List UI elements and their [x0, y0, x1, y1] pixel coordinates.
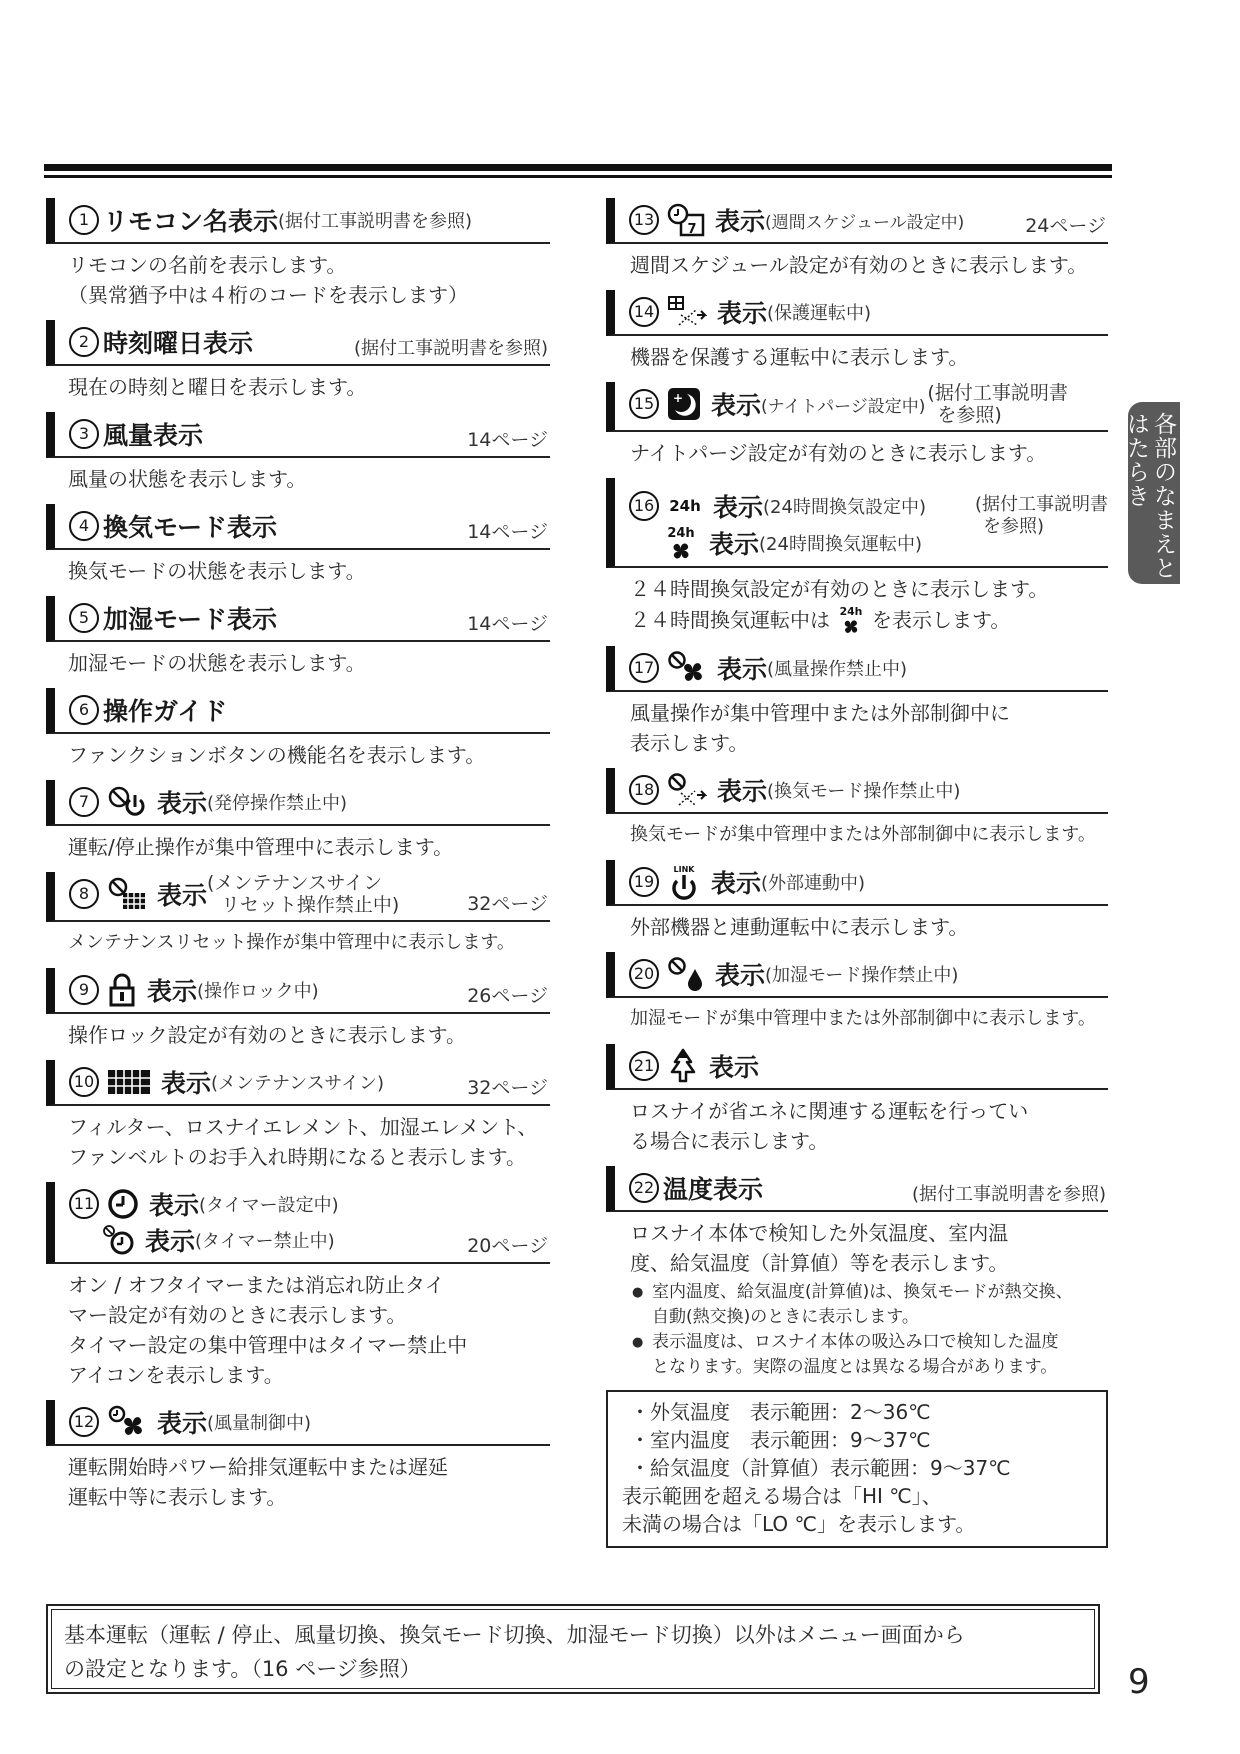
- section-note: (24時間換気設定中): [763, 497, 926, 518]
- body-line: 現在の時刻と曜日を表示します。: [68, 375, 367, 399]
- section-side-tab: [1123, 402, 1180, 584]
- page-reference: 14ページ: [467, 429, 548, 451]
- section-note: (据付工事説明書を参照): [353, 338, 548, 359]
- body-line: ファンクションボタンの機能名を表示します。: [68, 743, 486, 767]
- section-note: (週間スケジュール設定中): [765, 212, 965, 233]
- circled-number: 15: [629, 389, 659, 419]
- section-title: 表示: [711, 869, 762, 898]
- footer-line: 基本運転（運転 / 停止、風量切換、換気モード切換、加湿モード切換）以外はメニュー画面から: [64, 1623, 965, 1647]
- svg-text:+: +: [672, 391, 684, 405]
- body-line: 機器を保護する運転中に表示します。: [630, 345, 969, 369]
- body-line: ２４時間換気運転中は 24h を表示します。: [630, 604, 1108, 636]
- section-1: [46, 198, 550, 320]
- section-title: 風量表示: [103, 421, 204, 450]
- circled-number: 7: [69, 787, 99, 817]
- section-note: (24時間換気運転中): [759, 534, 922, 555]
- top-rule: [44, 164, 1112, 178]
- section-title: 表示: [715, 207, 766, 236]
- svg-text:7: 7: [687, 222, 697, 237]
- body-line: 運転開始時パワー給排気運転中または遅延: [68, 1455, 448, 1479]
- reference-note: (据付工事説明書 を参照): [974, 494, 1108, 537]
- protection-icon: [667, 295, 707, 329]
- 24h-fan-icon: [663, 524, 699, 562]
- section-15: [606, 382, 1108, 478]
- circled-number: 20: [629, 959, 659, 989]
- body-line: リモコンの名前を表示します。: [68, 253, 347, 277]
- circled-number: 22: [629, 1173, 659, 1203]
- section-title: 換気モード表示: [103, 513, 278, 542]
- page-reference: 14ページ: [467, 613, 548, 635]
- body-line: ロスナイ本体で検知した外気温度、室内温: [630, 1221, 1009, 1245]
- circled-number: 17: [629, 653, 659, 683]
- section-18: [606, 768, 1108, 860]
- section-note: (換気モード操作禁止中): [767, 781, 961, 802]
- circled-number: 13: [629, 205, 659, 235]
- section-3: [46, 412, 550, 504]
- range-line: ・室内温度 表示範囲：9～37℃: [630, 1428, 931, 1452]
- section-14: [606, 290, 1108, 382]
- section-note: (加湿モード操作禁止中): [765, 965, 959, 986]
- section-note: (風量制御中): [207, 1413, 312, 1434]
- section-17: [606, 646, 1108, 768]
- body-line: ナイトパージ設定が有効のときに表示します。: [630, 441, 1047, 465]
- body-line: る場合に表示します。: [630, 1129, 829, 1153]
- section-title: 表示: [711, 391, 762, 420]
- list-item: ● 表示温度は、ロスナイ本体の吸込み口で検知した温度 となります。実際の温度とは異なる場合があります。: [630, 1330, 1108, 1380]
- 24h-fan-icon: [836, 604, 866, 636]
- body-line: 外部機器と連動運転中に表示します。: [630, 915, 969, 939]
- body-line: フィルター、ロスナイエレメント、加湿エレメント、: [68, 1115, 538, 1139]
- section-7: [46, 780, 550, 872]
- circled-number: 1: [69, 205, 99, 235]
- prohibited-power-icon: [107, 785, 147, 819]
- page-number: 9: [1128, 1662, 1150, 1702]
- night-purge-icon: [667, 387, 701, 421]
- section-title: 表示: [717, 299, 768, 328]
- svg-text:24h: 24h: [669, 497, 701, 515]
- section-9: [46, 968, 550, 1060]
- section-note: (外部連動中): [761, 873, 866, 894]
- body-line: 加湿モードが集中管理中または外部制御中に表示します。: [630, 1008, 1096, 1029]
- section-13: [606, 198, 1108, 290]
- timer-icon: [107, 1188, 139, 1220]
- svg-text:24h: 24h: [667, 526, 695, 541]
- humidify-prohibited-icon: [667, 957, 705, 991]
- section-title: 時刻曜日表示: [103, 329, 254, 358]
- svg-text:LINK: LINK: [673, 865, 695, 874]
- section-2: [46, 320, 550, 412]
- circled-number: 11: [69, 1189, 99, 1219]
- section-title: リモコン名表示: [103, 207, 279, 236]
- page-reference: 32ページ: [467, 893, 548, 915]
- list-item: ● 室内温度、給気温度(計算値)は、換気モードが熱交換、 自動(熱交換)のときに表示します。: [630, 1280, 1108, 1330]
- footer-note-box: [46, 1604, 1100, 1694]
- section-title: 加湿モード表示: [103, 605, 278, 634]
- section-title: 表示: [717, 655, 768, 684]
- eco-tree-icon: [667, 1048, 699, 1084]
- circled-number: 2: [69, 327, 99, 357]
- body-line: タイマー設定の集中管理中はタイマー禁止中: [68, 1333, 468, 1357]
- section-21: [606, 1044, 1108, 1166]
- circled-number: 4: [69, 511, 99, 541]
- body-line: マー設定が有効のときに表示します。: [68, 1303, 407, 1327]
- section-6: [46, 688, 550, 780]
- section-note: (据付工事説明書を参照): [278, 211, 473, 232]
- fan-prohibited-icon: [667, 651, 707, 685]
- body-line: ファンベルトのお手入れ時期になると表示します。: [68, 1145, 526, 1169]
- section-20: [606, 952, 1108, 1044]
- section-8: [46, 872, 550, 968]
- section-title: 温度表示: [663, 1175, 764, 1204]
- section-title: 表示: [709, 530, 760, 559]
- section-11: [46, 1182, 550, 1400]
- circled-number: 9: [69, 975, 99, 1005]
- page-reference: 24ページ: [1025, 215, 1106, 237]
- section-19: [606, 860, 1108, 952]
- section-5: [46, 596, 550, 688]
- body-line: ロスナイが省エネに関連する運転を行ってい: [630, 1099, 1029, 1123]
- section-22: [606, 1166, 1108, 1548]
- section-16: [606, 478, 1108, 646]
- link-power-icon: [667, 864, 701, 900]
- body-line: 表示します。: [630, 731, 749, 755]
- side-tab-label: 各部のなまえとはたらき: [1123, 412, 1176, 580]
- left-column: [46, 198, 550, 1522]
- section-note: (メンテナンスサイン リセット操作禁止中): [207, 872, 400, 916]
- maintenance-grid-icon: [107, 1069, 151, 1095]
- section-10: [46, 1060, 550, 1182]
- circled-number: 12: [69, 1407, 99, 1437]
- section-12: [46, 1400, 550, 1522]
- section-note: (風量操作禁止中): [767, 659, 908, 680]
- section-note: (タイマー設定中): [199, 1195, 339, 1216]
- body-line: 運転/停止操作が集中管理中に表示します。: [68, 835, 454, 859]
- circled-number: 19: [629, 867, 659, 897]
- body-line: 運転中等に表示します。: [68, 1485, 287, 1509]
- section-title: 表示: [157, 1409, 208, 1438]
- page-reference: 14ページ: [467, 521, 548, 543]
- timer-prohibited-icon: [103, 1225, 135, 1255]
- circled-number: 21: [629, 1051, 659, 1081]
- page-reference: 32ページ: [467, 1077, 548, 1099]
- circled-number: 14: [629, 297, 659, 327]
- section-title: 表示: [157, 881, 208, 910]
- body-line: 週間スケジュール設定が有効のときに表示します。: [630, 253, 1088, 277]
- svg-text:24h: 24h: [839, 605, 863, 618]
- section-note: (保護運転中): [767, 303, 872, 324]
- body-line: 換気モードの状態を表示します。: [68, 559, 366, 583]
- prohibited-maintenance-icon: [107, 877, 147, 911]
- reference-note: (据付工事説明書 を参照): [927, 382, 1068, 426]
- 24h-icon: [667, 496, 703, 516]
- body-line: 度、給気温度（計算値）等を表示します。: [630, 1251, 1009, 1275]
- section-title: 表示: [713, 493, 764, 522]
- body-line: 風量の状態を表示します。: [68, 467, 307, 491]
- body-line: 加湿モードの状態を表示します。: [68, 651, 366, 675]
- section-title: 表示: [147, 977, 198, 1006]
- section-4: [46, 504, 550, 596]
- section-title: 表示: [157, 789, 208, 818]
- body-line: アイコンを表示します。: [68, 1363, 284, 1387]
- page-reference: 26ページ: [467, 985, 548, 1007]
- section-title: 表示: [161, 1069, 212, 1098]
- range-line: 未満の場合は「LO ℃」を表示します。: [622, 1512, 976, 1536]
- circled-number: 8: [69, 879, 99, 909]
- body-line: 換気モードが集中管理中または外部制御中に表示します。: [630, 824, 1096, 845]
- body-line: ２４時間換気設定が有効のときに表示します。: [630, 577, 1049, 601]
- section-title: 操作ガイド: [103, 697, 228, 726]
- circled-number: 3: [69, 419, 99, 449]
- section-note: (ナイトパージ設定中): [761, 396, 926, 417]
- section-title: 表示: [717, 777, 768, 806]
- circled-number: 5: [69, 603, 99, 633]
- body-line: （異常猶予中は４桁のコードを表示します）: [68, 283, 468, 307]
- circled-number: 18: [629, 775, 659, 805]
- range-line: 表示範囲を超える場合は「HI ℃」、: [622, 1484, 942, 1508]
- section-note: (メンテナンスサイン): [211, 1073, 384, 1094]
- circled-number: 10: [69, 1067, 99, 1097]
- body-line: オン / オフタイマーまたは消忘れ防止タイ: [68, 1273, 445, 1297]
- section-note: (発停操作禁止中): [207, 793, 348, 814]
- section-title: 表示: [149, 1191, 200, 1220]
- page-reference: 20ページ: [467, 1235, 548, 1257]
- section-note: (操作ロック中): [197, 981, 319, 1002]
- section-note: (据付工事説明書を参照): [911, 1184, 1106, 1205]
- vent-mode-prohibited-icon: [667, 773, 707, 807]
- section-title: 表示: [715, 961, 766, 990]
- circled-number: 6: [69, 695, 99, 725]
- body-line: 操作ロック設定が有効のときに表示します。: [68, 1023, 466, 1047]
- body-line: メンテナンスリセット操作が集中管理中に表示します。: [68, 932, 515, 953]
- footer-line: の設定となります。（16 ページ参照）: [64, 1657, 421, 1681]
- lock-icon: [107, 973, 137, 1007]
- section-title: 表示: [709, 1053, 760, 1082]
- section-note: (タイマー禁止中): [195, 1231, 335, 1252]
- circled-number: 16: [629, 491, 659, 521]
- range-line: ・外気温度 表示範囲：2～36℃: [630, 1400, 931, 1424]
- weekly-schedule-icon: [667, 203, 705, 237]
- temperature-range-box: [606, 1390, 1108, 1548]
- notes-list: [630, 1280, 1108, 1380]
- range-line: ・給気温度（計算値）表示範囲：9～37℃: [630, 1456, 1011, 1480]
- right-column: [606, 198, 1108, 1548]
- fan-control-icon: [107, 1405, 147, 1439]
- section-title: 表示: [145, 1227, 196, 1256]
- body-line: 風量操作が集中管理中または外部制御中に: [630, 701, 1010, 725]
